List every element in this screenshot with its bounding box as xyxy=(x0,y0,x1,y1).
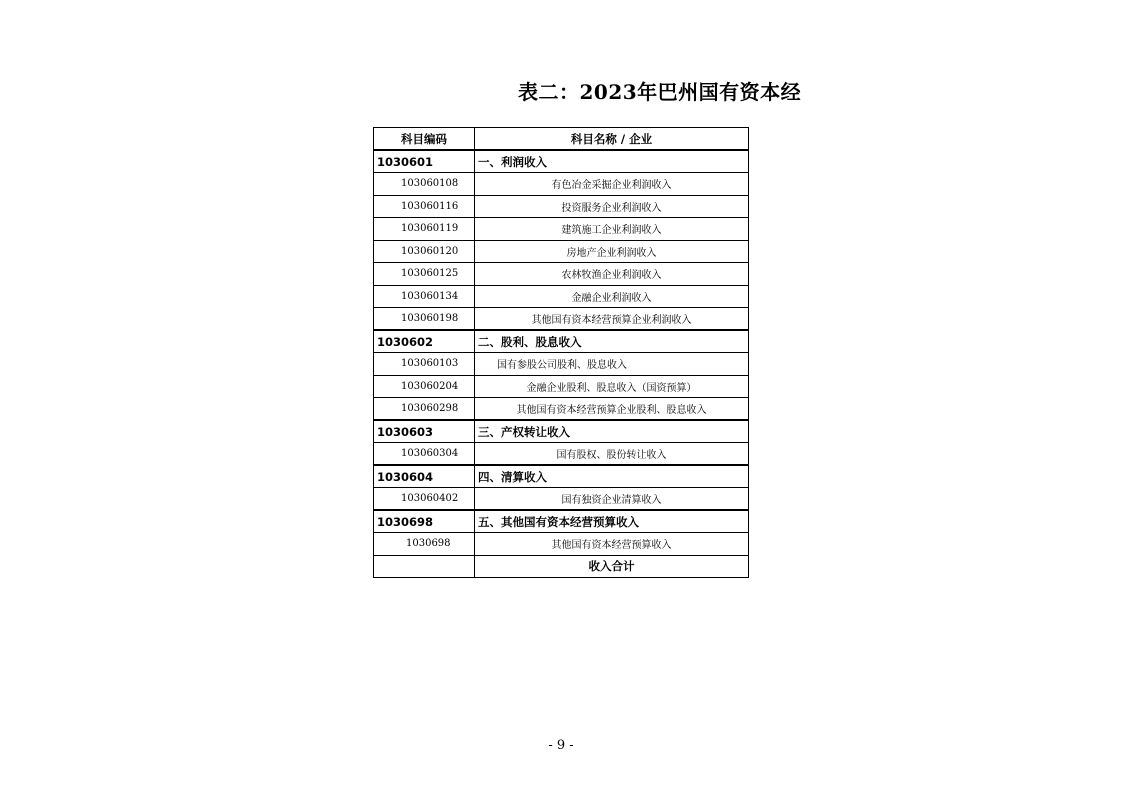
row-code: 1030698 xyxy=(374,533,475,556)
revenue-table xyxy=(373,127,749,578)
document-title: 表二：2023年巴州国有资本经 xyxy=(518,80,802,104)
row-name: 建筑施工企业利润收入 xyxy=(475,218,749,241)
row-name: 有色冶金采掘企业利润收入 xyxy=(475,173,749,196)
row-name: 国有股权、股份转让收入 xyxy=(475,443,749,466)
row-code: 1030698 xyxy=(374,510,475,533)
row-name: 五、其他国有资本经营预算收入 xyxy=(475,510,749,533)
title-clip xyxy=(0,76,802,106)
total-label: 收入合计 xyxy=(475,555,749,578)
table-row xyxy=(374,218,749,241)
row-code: 103060119 xyxy=(374,218,475,241)
row-code: 103060134 xyxy=(374,285,475,308)
row-name: 房地产企业利润收入 xyxy=(475,240,749,263)
table-row xyxy=(374,533,749,556)
table-row xyxy=(374,263,749,286)
table-row xyxy=(374,353,749,376)
row-name: 一、利润收入 xyxy=(475,150,749,173)
row-name: 国有独资企业清算收入 xyxy=(475,488,749,511)
row-code: 103060198 xyxy=(374,308,475,331)
table-row xyxy=(374,173,749,196)
row-code: 1030602 xyxy=(374,330,475,353)
table-row xyxy=(374,240,749,263)
table-row xyxy=(374,195,749,218)
table-row xyxy=(374,398,749,421)
row-name: 金融企业利润收入 xyxy=(475,285,749,308)
row-name: 国有参股公司股利、股息收入 xyxy=(475,353,749,376)
row-name: 其他国有资本经营预算收入 xyxy=(475,533,749,556)
table-row-category xyxy=(374,150,749,173)
row-code: 1030601 xyxy=(374,150,475,173)
table-row xyxy=(374,375,749,398)
row-code: 103060120 xyxy=(374,240,475,263)
table-row-category xyxy=(374,420,749,443)
table-row xyxy=(374,308,749,331)
table-row-total xyxy=(374,555,749,578)
row-name: 三、产权转让收入 xyxy=(475,420,749,443)
table-header-row xyxy=(374,128,749,151)
row-name: 其他国有资本经营预算企业股利、股息收入 xyxy=(475,398,749,421)
row-name: 四、清算收入 xyxy=(475,465,749,488)
row-name: 其他国有资本经营预算企业利润收入 xyxy=(475,308,749,331)
table-row-category xyxy=(374,510,749,533)
table-row xyxy=(374,488,749,511)
row-code: 103060116 xyxy=(374,195,475,218)
row-name: 农林牧渔企业利润收入 xyxy=(475,263,749,286)
row-code: 1030603 xyxy=(374,420,475,443)
row-code: 103060402 xyxy=(374,488,475,511)
table-row xyxy=(374,443,749,466)
row-code: 103060108 xyxy=(374,173,475,196)
column-header-code: 科目编码 xyxy=(374,128,475,151)
row-code: 103060304 xyxy=(374,443,475,466)
row-name: 投资服务企业利润收入 xyxy=(475,195,749,218)
table-row xyxy=(374,285,749,308)
row-code: 103060125 xyxy=(374,263,475,286)
row-code: 1030604 xyxy=(374,465,475,488)
row-code: 103060204 xyxy=(374,375,475,398)
row-code: 103060103 xyxy=(374,353,475,376)
table-row-category xyxy=(374,330,749,353)
page-number: - 9 - xyxy=(548,738,574,753)
column-header-name: 科目名称 / 企业 xyxy=(475,128,749,151)
row-code xyxy=(374,555,475,578)
row-code: 103060298 xyxy=(374,398,475,421)
row-name: 金融企业股利、股息收入（国资预算） xyxy=(475,375,749,398)
table-row-category xyxy=(374,465,749,488)
row-name: 二、股利、股息收入 xyxy=(475,330,749,353)
